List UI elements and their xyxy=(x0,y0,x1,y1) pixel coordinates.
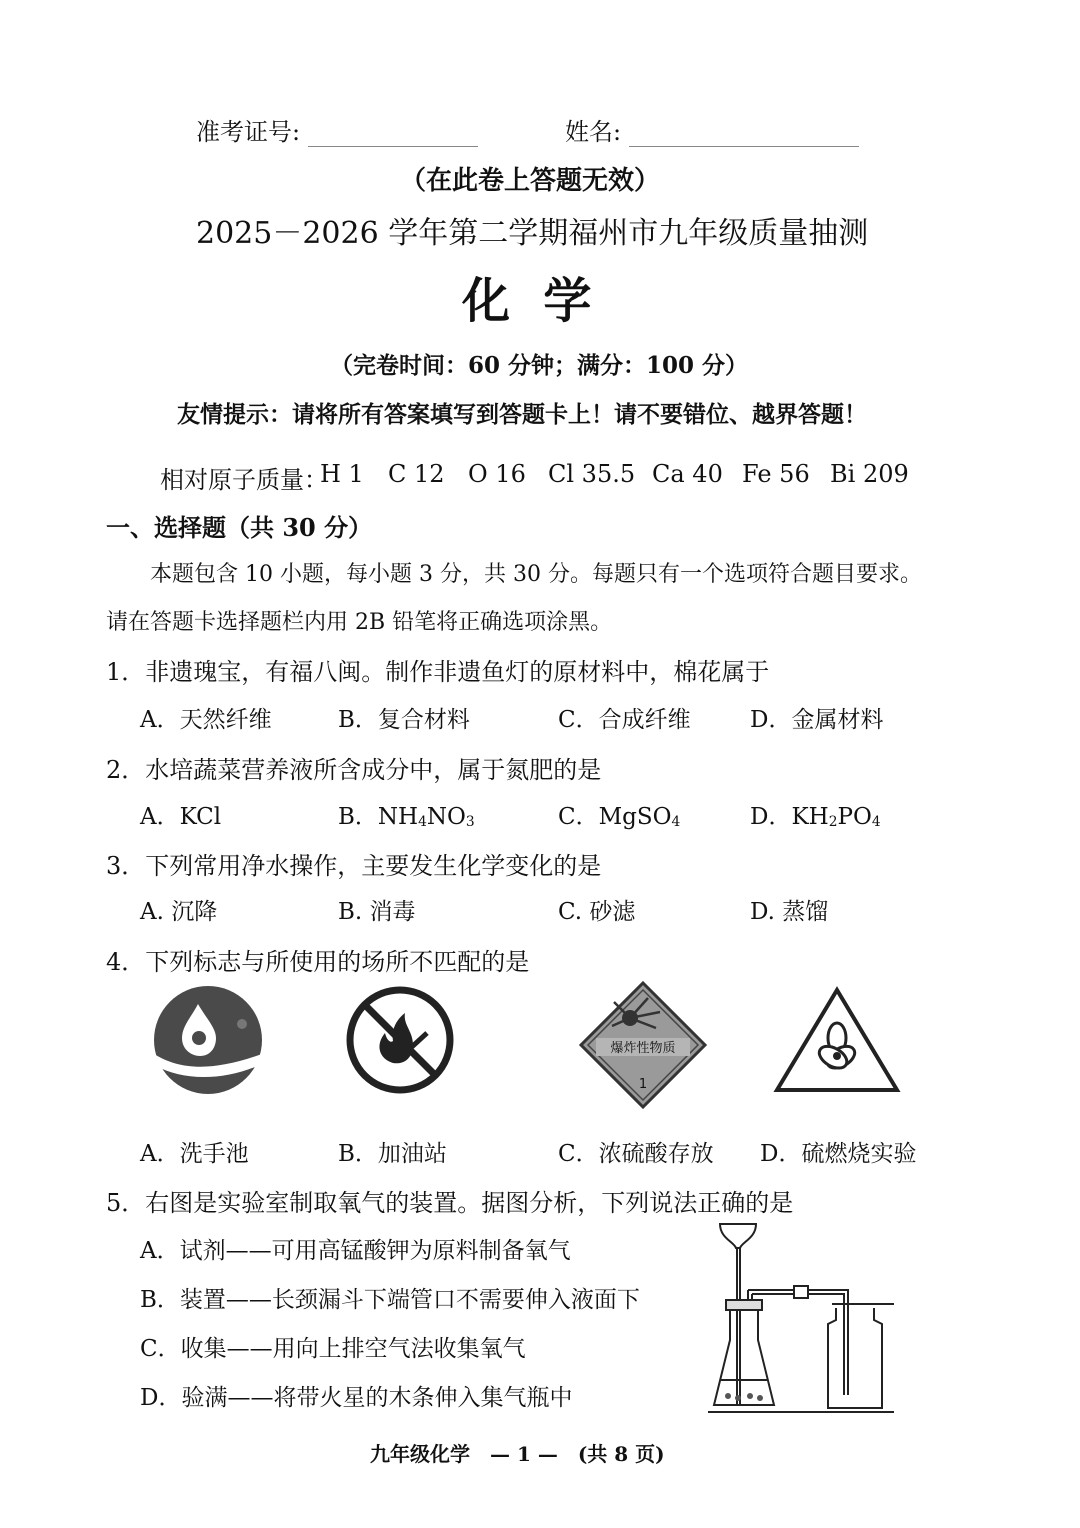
exam-number-field[interactable] xyxy=(308,124,478,147)
q4-option-b[interactable]: B．加油站 xyxy=(338,1141,447,1167)
invalid-note: （在此卷上答题无效） xyxy=(400,166,661,196)
explosive-sign-icon xyxy=(578,980,708,1110)
water-saving-sign-icon xyxy=(152,984,264,1096)
q1-option-c[interactable]: C．合成纤维 xyxy=(558,707,691,733)
atomic-mass-h: H 1 xyxy=(320,460,364,488)
atomic-mass-fe: Fe 56 xyxy=(742,460,810,488)
q3-option-c[interactable]: C. 砂滤 xyxy=(558,899,636,925)
ventilation-sign-icon xyxy=(773,986,901,1094)
atomic-mass-label: 相对原子质量： xyxy=(160,466,328,494)
q2-option-c[interactable]: C．MgSO$_4$ xyxy=(558,804,681,831)
q4-option-c[interactable]: C．浓硫酸存放 xyxy=(558,1141,714,1167)
atomic-mass-cl: Cl 35.5 xyxy=(548,460,636,488)
q2-option-b[interactable]: B．$NH_4NO_3$ xyxy=(338,804,475,831)
section-title: 一、选择题（共 30 分） xyxy=(106,513,373,542)
question-1-stem: 1．非遗瑰宝，有福八闽。制作非遗鱼灯的原材料中，棉花属于 xyxy=(106,658,770,686)
question-4-stem: 4．下列标志与所使用的场所不匹配的是 xyxy=(106,948,530,976)
q4-option-a[interactable]: A．洗手池 xyxy=(140,1141,249,1167)
q1-option-d[interactable]: D．金属材料 xyxy=(750,707,884,733)
name-field[interactable] xyxy=(629,124,859,147)
atomic-mass-bi: Bi 209 xyxy=(830,460,909,488)
question-3-stem: 3．下列常用净水操作，主要发生化学变化的是 xyxy=(106,852,602,880)
explosive-class: 1 xyxy=(638,1077,648,1092)
q3-option-d[interactable]: D. 蒸馏 xyxy=(750,899,829,925)
q4-option-d[interactable]: D．硫燃烧实验 xyxy=(760,1141,917,1167)
q3-option-b[interactable]: B. 消毒 xyxy=(338,899,416,925)
section-intro-2: 请在答题卡选择题栏内用 2B 铅笔将正确选项涂黑。 xyxy=(106,610,613,635)
q5-option-c[interactable]: C．收集——用向上排空气法收集氧气 xyxy=(140,1336,526,1362)
oxygen-apparatus-diagram xyxy=(708,1220,908,1420)
explosive-label: 爆炸性物质 xyxy=(610,1041,676,1056)
atomic-masses-row xyxy=(160,460,909,495)
page-footer: 九年级化学 — 1 — (共 8 页) xyxy=(370,1442,665,1466)
time-info: （完卷时间：60 分钟；满分：100 分） xyxy=(330,352,749,379)
atomic-mass-ca: Ca 40 xyxy=(652,460,723,488)
exam-number-label: 准考证号: xyxy=(196,112,478,147)
atomic-mass-c: C 12 xyxy=(388,460,445,488)
question-2-stem: 2．水培蔬菜营养液所含成分中，属于氮肥的是 xyxy=(106,756,602,784)
question-5-stem: 5．右图是实验室制取氧气的装置。据图分析，下列说法正确的是 xyxy=(106,1189,794,1217)
atomic-mass-o: O 16 xyxy=(468,460,526,488)
q3-option-a[interactable]: A. 沉降 xyxy=(140,899,218,925)
name-label: 姓名: xyxy=(565,112,859,147)
q5-option-a[interactable]: A．试剂——可用高锰酸钾为原料制备氧气 xyxy=(140,1238,571,1264)
friendly-tip: 友情提示：请将所有答案填写到答题卡上！请不要错位、越界答题！ xyxy=(177,401,867,428)
q2-option-a[interactable]: A．KCl xyxy=(140,804,222,830)
exam-title: 2025－2026 学年第二学期福州市九年级质量抽测 xyxy=(196,216,869,251)
q5-option-d[interactable]: D．验满——将带火星的木条伸入集气瓶中 xyxy=(140,1385,573,1411)
q1-option-b[interactable]: B．复合材料 xyxy=(338,707,470,733)
q2-option-d[interactable]: D．$KH_2PO_4$ xyxy=(750,804,881,831)
no-fire-sign-icon xyxy=(345,985,455,1095)
subject-title: 化 学 xyxy=(462,273,592,329)
q5-option-b[interactable]: B．装置——长颈漏斗下端管口不需要伸入液面下 xyxy=(140,1287,640,1313)
q1-option-a[interactable]: A．天然纤维 xyxy=(140,707,272,733)
section-intro-1: 本题包含 10 小题，每小题 3 分，共 30 分。每题只有一个选项符合题目要求。 xyxy=(150,562,922,587)
